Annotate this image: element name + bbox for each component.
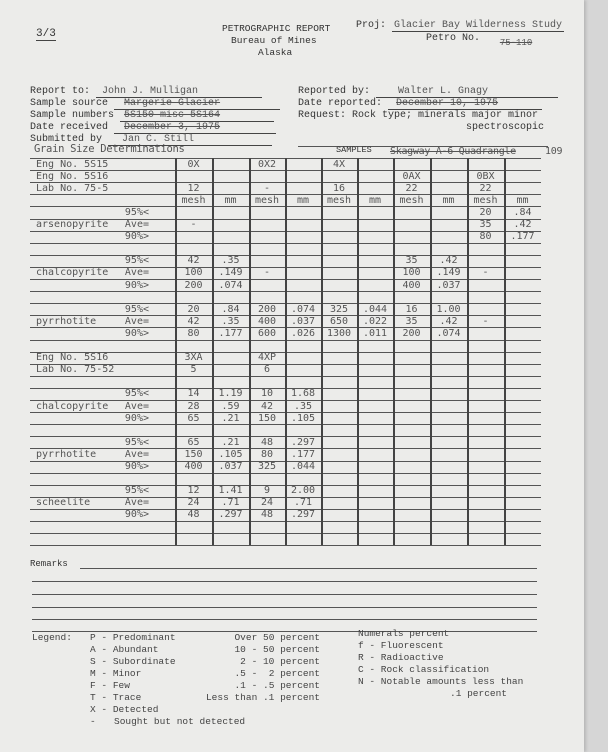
grain-size-value: 65 (187, 436, 200, 448)
grain-size-value: .011 (362, 327, 388, 339)
grain-size-value: .35 (293, 400, 313, 412)
lab-number-cell: 22 (479, 182, 492, 194)
grain-size-value: - (482, 267, 489, 279)
date-reported-field (298, 98, 542, 110)
legend-name: Few (112, 680, 130, 691)
grain-size-value: 80 (260, 448, 274, 460)
grain-size-value: .35 (221, 255, 240, 267)
stat-label: 90%> (124, 509, 149, 521)
grain-size-value: 150 (184, 448, 203, 460)
grain-size-value: 24 (187, 497, 200, 509)
legend-dash: - (95, 632, 113, 643)
petro-number-label: Petro No. (426, 33, 481, 44)
grain-size-value: 1.00 (436, 303, 461, 315)
grain-size-value: .21 (221, 412, 240, 424)
unit-mesh-header: mesh (181, 194, 206, 206)
date-reported-value: December 10, 1975 (388, 98, 542, 110)
eng-number-label: Lab No. 75-5 (36, 182, 109, 194)
grain-size-value: 35 (479, 219, 492, 230)
eng-number-label: Eng No. 5S16 (36, 170, 109, 182)
unit-mesh-header: mesh (326, 194, 352, 206)
grain-size-value: .21 (221, 436, 240, 448)
remarks-line (32, 607, 537, 608)
grain-size-value: .074 (218, 279, 243, 291)
petro-number-value: 75-110 (499, 38, 533, 48)
mineral-name: pyrrhotite (36, 315, 97, 327)
legend-item (90, 656, 320, 668)
stat-label: 95%< (124, 206, 149, 218)
grain-size-value: .71 (293, 497, 313, 509)
grain-size-value: 35 (405, 315, 418, 327)
grain-size-value: .105 (218, 448, 243, 460)
sample-id: 0AX (402, 170, 421, 182)
stat-label: Ave= (124, 315, 149, 327)
grain-size-value: 48 (260, 509, 274, 521)
grain-size-value: 28 (187, 400, 200, 412)
grain-size-value: 200 (184, 279, 203, 291)
legend-note: f - Fluorescent (358, 640, 444, 651)
stat-label: 90%> (124, 412, 149, 424)
legend-range: 2 - 10 percent (240, 656, 320, 667)
grain-size-value: 1300 (326, 327, 352, 339)
remarks-line (80, 568, 537, 569)
grain-size-value: .074 (290, 303, 316, 315)
legend-item (90, 704, 320, 716)
grain-size-value: .037 (436, 279, 461, 291)
sample-id: 4X (332, 158, 346, 170)
sample-id: 0X2 (257, 158, 277, 170)
mineral-name: pyrrhotite (36, 448, 97, 460)
stat-label: Ave= (124, 219, 149, 230)
grain-size-value: .84 (221, 303, 240, 315)
grain-size-value: .35 (221, 315, 240, 327)
grain-size-value: - (190, 219, 197, 230)
lab-number-cell: 5 (190, 364, 197, 376)
grain-size-value: 42 (187, 255, 200, 267)
grain-size-value: 12 (187, 485, 200, 497)
grain-size-value: 325 (257, 461, 277, 472)
grain-size-value: 1.68 (290, 388, 316, 400)
legend-note: Numerals percent (358, 628, 450, 639)
unit-mm-header: mm (442, 194, 455, 206)
grain-size-value: 1.41 (218, 485, 243, 497)
grain-size-value: 20 (479, 206, 492, 218)
legend-note: R - Radioactive (358, 652, 444, 663)
lab-number-label: Lab No. 75-52 (36, 364, 115, 376)
grain-size-value: 200 (257, 303, 277, 315)
legend-dash: - (95, 692, 113, 703)
unit-mesh-header: mesh (254, 194, 280, 206)
legend-dash: - (95, 656, 113, 667)
grain-size-value: .297 (218, 509, 243, 521)
grain-size-value: .105 (290, 412, 316, 424)
page-number (36, 28, 56, 40)
grain-size-value: .71 (221, 497, 240, 509)
grain-size-value: 2.00 (290, 485, 316, 497)
stat-label: 95%< (124, 388, 149, 400)
grain-size-value: .297 (290, 509, 316, 521)
grain-size-value: .177 (510, 231, 535, 243)
report-location: Alaska (258, 47, 293, 58)
legend-code: M (90, 668, 96, 679)
sample-id: 3XA (184, 352, 203, 364)
eng-number-label: Eng No. 5S16 (36, 352, 109, 364)
legend-item (90, 644, 320, 656)
unit-mm-header: mm (296, 194, 310, 206)
grain-size-value: .037 (218, 461, 243, 472)
legend-label: Legend: (32, 632, 72, 643)
grain-size-value: 100 (402, 267, 421, 279)
grain-size-value: .42 (439, 255, 458, 267)
stat-label: Ave= (124, 400, 149, 412)
grain-size-value: .42 (439, 315, 458, 327)
lab-number-cell: - (263, 182, 271, 194)
table-column-divider (430, 158, 432, 545)
table-rule (30, 545, 541, 546)
grain-size-value: 600 (257, 327, 277, 339)
project-value: Glacier Bay Wilderness Study (394, 20, 563, 31)
submitted-by-value: Jan C. Still (108, 134, 272, 146)
legend-name: Abundant (112, 644, 159, 655)
grain-size-value: 400 (184, 461, 203, 472)
request-field (298, 110, 538, 121)
grain-size-value: .044 (290, 461, 316, 472)
grain-size-title: Grain Size Determinations (34, 143, 185, 155)
report-to-field (30, 86, 262, 98)
grain-size-value: 14 (187, 388, 200, 400)
grain-size-value: - (482, 315, 489, 327)
legend-note: C - Rock classification (358, 664, 490, 675)
report-subtitle: Bureau of Mines (231, 35, 317, 46)
samples-label: SAMPLES (336, 145, 372, 155)
stat-label: 95%< (124, 436, 149, 448)
legend-range: .5 - 2 percent (234, 668, 320, 679)
sample-id: 0BX (476, 170, 495, 182)
stat-label: 90%> (124, 231, 149, 243)
sample-source-label: Sample source (30, 98, 109, 109)
reported-by-field (298, 86, 558, 98)
legend-code: - (90, 716, 96, 727)
grain-size-value: .149 (436, 267, 461, 279)
date-received-value: December 3, 1975 (114, 122, 276, 134)
mineral-name: chalcopyrite (36, 400, 109, 412)
petro-number-field (426, 33, 546, 48)
legend-code: X (90, 704, 96, 715)
legend-range: 10 - 50 percent (234, 644, 320, 655)
grain-size-value: 42 (187, 315, 200, 327)
sample-id: 4XP (257, 352, 277, 364)
grain-size-value: 48 (187, 509, 200, 521)
mineral-name: scheelite (36, 497, 91, 509)
legend-notes (358, 628, 523, 700)
sample-numbers-value: 5S150 misc 5S164 (120, 110, 274, 122)
remarks-line (32, 581, 537, 582)
legend-code: T (90, 692, 96, 703)
remarks-line (32, 619, 537, 620)
stat-label: 90%> (124, 279, 149, 291)
grain-size-value: .037 (290, 315, 316, 327)
grain-size-value: 1.19 (218, 388, 243, 400)
legend-code: A (90, 644, 96, 655)
lab-number-cell: 16 (332, 182, 346, 194)
legend-name: Detected (112, 704, 159, 715)
unit-mesh-header: mesh (473, 194, 498, 206)
grain-size-value: .42 (513, 219, 532, 230)
table-column-divider (321, 158, 323, 545)
legend-name: Predominant (112, 632, 176, 643)
report-title: PETROGRAPHIC REPORT (222, 23, 331, 34)
grain-size-value: 9 (263, 485, 271, 497)
remarks-label: Remarks (30, 559, 68, 569)
report-to-value: John J. Mulligan (96, 86, 262, 98)
legend-code: P (90, 632, 96, 643)
request-label: Request: (298, 110, 347, 121)
legend-dash: - (95, 644, 113, 655)
submitted-by-label: Submitted by (30, 134, 103, 145)
grain-size-value: 80 (479, 231, 492, 243)
sample-id: 0X (187, 158, 200, 170)
legend-item (90, 680, 320, 692)
project-label: Proj: (356, 20, 387, 31)
quadrangle-name: Skagway A-6 Quadrangle (390, 146, 516, 157)
eng-number-label: Eng No. 5S15 (36, 158, 109, 170)
sample-source-field (30, 98, 280, 110)
lab-number-cell: 12 (187, 182, 200, 194)
grain-size-value: 80 (187, 327, 200, 339)
legend-item (90, 668, 320, 680)
sample-numbers-field (30, 110, 274, 122)
grain-size-value: .84 (513, 206, 532, 218)
report-to-label: Report to: (30, 86, 91, 97)
date-reported-label: Date reported: (298, 98, 383, 109)
stat-label: Ave= (124, 448, 149, 460)
unit-mm-header: mm (516, 194, 529, 206)
date-received-field (30, 122, 276, 134)
legend-item (90, 692, 320, 704)
grain-size-value: .044 (362, 303, 388, 315)
grain-size-value: 150 (257, 412, 277, 424)
legend-note: .1 percent (450, 688, 508, 699)
legend-name: Sought but not detected (114, 716, 246, 727)
stat-label: 95%< (124, 255, 149, 267)
unit-mesh-header: mesh (399, 194, 424, 206)
grain-size-value: .59 (221, 400, 240, 412)
grain-size-value: .074 (436, 327, 461, 339)
grain-size-value: 48 (260, 436, 274, 448)
legend-name: Subordinate (112, 656, 176, 667)
stat-label: Ave= (124, 497, 149, 509)
request-value-line1: Rock type; minerals major minor (352, 110, 539, 121)
grain-size-value: 24 (260, 497, 274, 509)
grain-size-value: .177 (290, 448, 316, 460)
date-received-label: Date received (30, 122, 109, 133)
legend-item (90, 632, 320, 644)
grain-size-value: .297 (290, 436, 316, 448)
grain-size-value: 650 (329, 315, 349, 327)
mineral-name: arsenopyrite (36, 219, 109, 230)
stat-label: 90%> (124, 461, 149, 472)
reported-by-value: Walter L. Gnagy (376, 86, 558, 98)
grain-size-value: 35 (405, 255, 418, 267)
grain-size-value: 16 (405, 303, 418, 315)
grain-size-value: 400 (257, 315, 277, 327)
legend-dash: - (95, 680, 113, 691)
lab-number-cell: 22 (405, 182, 418, 194)
grain-size-value: 200 (402, 327, 421, 339)
grain-size-value: 400 (402, 279, 421, 291)
sample-numbers-label: Sample numbers (30, 110, 115, 121)
sample-source-value: Margerie Glacier (114, 98, 280, 110)
project-field (356, 20, 564, 32)
unit-mm-header: mm (368, 194, 382, 206)
stat-label: 95%< (124, 485, 149, 497)
grain-size-value: 100 (184, 267, 203, 279)
legend-item (90, 716, 320, 728)
quadrangle-number: 109 (545, 146, 563, 157)
legend-name: Minor (112, 668, 142, 679)
table-column-divider (357, 158, 359, 545)
legend-range: Over 50 percent (234, 632, 320, 643)
grain-size-value: 10 (260, 388, 274, 400)
request-value-line2: spectroscopic (466, 122, 545, 133)
legend-dash: - (95, 668, 113, 679)
grain-size-value: .026 (290, 327, 316, 339)
grain-size-value: .177 (218, 327, 243, 339)
remarks-line (32, 594, 537, 595)
legend-code: F (90, 680, 96, 691)
stat-label: Ave= (124, 267, 149, 279)
grain-size-value: - (263, 267, 271, 279)
grain-size-value: .022 (362, 315, 388, 327)
lab-number-cell: 6 (263, 364, 271, 376)
stat-label: 90%> (124, 327, 149, 339)
legend-range: Less than .1 percent (205, 692, 320, 703)
legend-note: N - Notable amounts less than (358, 676, 524, 687)
reported-by-label: Reported by: (298, 86, 371, 97)
grain-size-value: 325 (329, 303, 349, 315)
grain-size-value: .149 (218, 267, 243, 279)
legend-name: Trace (112, 692, 142, 703)
legend-range: .1 - .5 percent (234, 680, 320, 691)
legend-dash: - (95, 704, 113, 715)
table-column-divider (393, 158, 395, 545)
grain-size-value: 65 (187, 412, 200, 424)
grain-size-value: 42 (260, 400, 274, 412)
unit-mm-header: mm (224, 194, 237, 206)
page-number-text: 3/3 (36, 28, 56, 40)
mineral-name: chalcopyrite (36, 267, 109, 279)
legend-code: S (90, 656, 96, 667)
legend-list (90, 632, 320, 728)
grain-size-value: 20 (187, 303, 200, 315)
stat-label: 95%< (124, 303, 149, 315)
